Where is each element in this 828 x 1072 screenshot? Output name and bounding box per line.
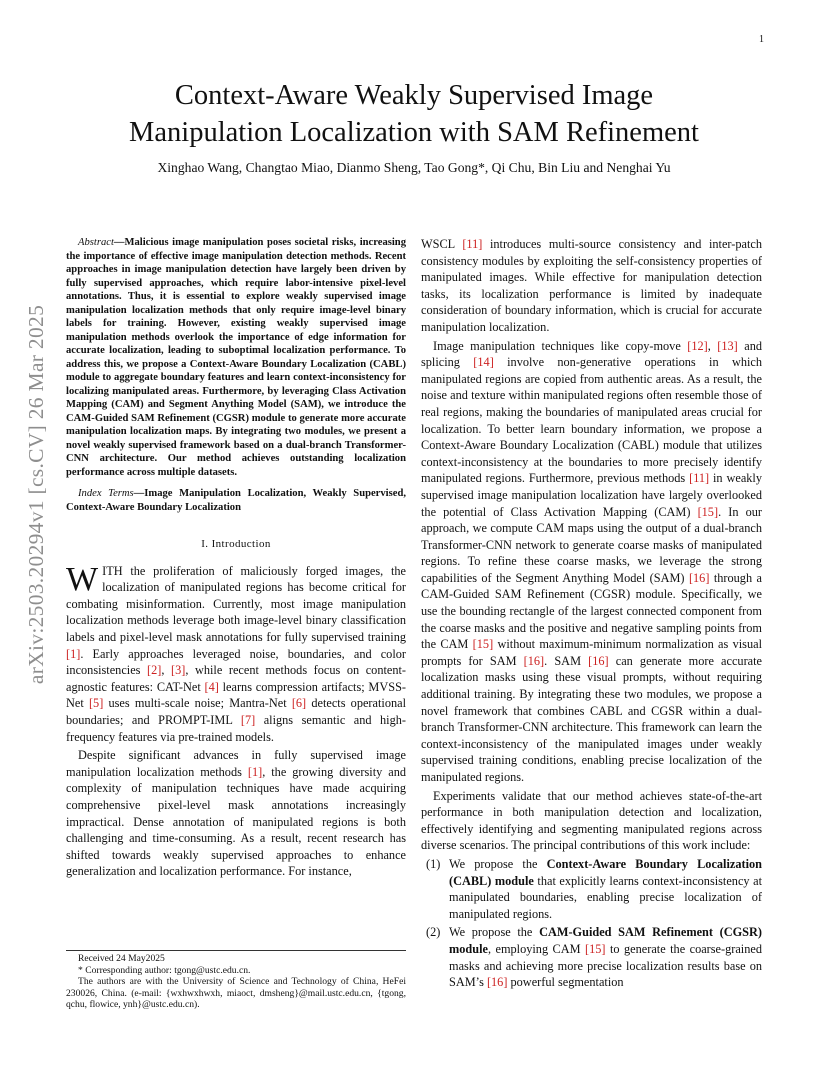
text-run: , [161, 663, 171, 678]
citation-link[interactable]: [14] [473, 355, 494, 370]
citation-link[interactable]: [15] [472, 637, 494, 652]
contribution-highlight: CAM-Guided SAM Refinement (CGSR) module [449, 925, 762, 956]
citation-link[interactable]: [11] [689, 471, 710, 486]
paper-title [0, 77, 828, 151]
contributions-list [421, 856, 762, 991]
index-terms-text: Image Manipulation Localization, Weakly Supervised, Context-Aware Boundary Localization [66, 488, 406, 513]
abstract [66, 236, 406, 479]
citation-link[interactable]: [3] [171, 663, 186, 678]
text-run: detects operational boundaries; and PROMPT-IML [66, 696, 406, 727]
text-run: . SAM [544, 653, 589, 668]
abstract-text: Malicious image manipulation poses societal risks, increasing the importance of effective image manipulation detection methods. Recent approaches in image manipulation detection have largely been driven by fully supervised approaches, which require labor-intensive pixel-level annotations. Thus, it is essential to explore weakly supervised image manipulation localization methods that only require image-level binary labels for training. However, existing weakly supervised image manipulation methods overlook the importance of edge information for accurate localization, leading to suboptimal localization performance. To address this, we propose a Context-Aware Boundary Localization (CABL) module to aggregate boundary features and learn context-inconsistency for localizing manipulated areas. Furthermore, by leveraging Class Activation Mapping (CAM) and Segment Anything Model (SAM), we introduce the CAM-Guided SAM Refinement (CGSR) module to generate more accurate manipulation localization maps. By integrating two modules, we present a novel weakly supervised framework based on a dual-branch Transformer-CNN architecture. Our method achieves outstanding localization performance across multiple datasets. [66, 237, 406, 478]
right-column [421, 236, 762, 993]
arxiv-stamp-text: arXiv:2503.20294v1 [cs.CV] 26 Mar 2025 [24, 304, 48, 684]
intro-paragraph-2 [66, 747, 406, 880]
contribution-highlight: Context-Aware Boundary Localization (CABL) module [449, 856, 762, 888]
right-paragraph-3: Experiments validate that our method achieves state-of-the-art performance in both manipulation detection and localization, effectively identifying and segmenting manipulated regions across diverse scenarios. The principal contributions of this work include: [421, 788, 762, 853]
contribution-number: (2) [426, 925, 441, 940]
author-list: Xinghao Wang, Changtao Miao, Dianmo Sheng, Tao Gong*, Qi Chu, Bin Liu and Nenghai Yu [157, 160, 671, 175]
drop-cap: W [66, 560, 99, 598]
contribution-item [421, 924, 762, 990]
text-run: in weakly supervised image manipulation localization have largely overlooked the potential of Class Activation Mapping (CAM) [421, 471, 762, 519]
section-heading-introduction: I. Introduction [201, 538, 271, 550]
text-run: , employing CAM [487, 941, 586, 956]
citation-link[interactable]: [16] [688, 570, 710, 585]
citation-link[interactable]: [2] [147, 663, 162, 678]
citation-link[interactable]: [15] [585, 941, 606, 956]
contribution-item [421, 856, 762, 922]
text-run: WSCL [421, 237, 463, 251]
footnote-corresponding-author: * Corresponding author: tgong@ustc.edu.cn. [78, 964, 251, 976]
citation-link[interactable]: [15] [697, 504, 719, 519]
index-terms-dash: — [133, 488, 145, 499]
text-run: Image manipulation techniques like copy-move [433, 338, 688, 353]
footnote-affiliation: The authors are with the University of Science and Technology of China, HeFei 230026, China. (e-mail: {wxhwxhwxh, miaoct, dmsheng}@mail.ustc.edu.cn, {tgong, qchu, flowice, ynh}@ustc.edu.cn). [66, 976, 406, 1010]
text-run: uses multi-scale noise; Mantra-Net [103, 696, 292, 711]
citation-link[interactable]: [6] [291, 696, 307, 711]
text-run: without maximum-minimum normalization as visual prompts for SAM [421, 637, 762, 668]
text-run: , while recent methods focus on content-agnostic features: CAT-Net [66, 663, 407, 694]
citation-link[interactable]: [12] [687, 338, 708, 353]
text-run: We propose the [449, 856, 547, 871]
text-run: We propose the [449, 925, 540, 940]
title-line-1: Context-Aware Weakly Supervised Image [174, 80, 654, 111]
citation-link[interactable]: [16] [588, 653, 609, 668]
abstract-dash: — [113, 237, 125, 248]
citation-link[interactable]: [7] [240, 712, 256, 727]
footnote-received: Received 24 May2025 [78, 953, 165, 964]
citation-link[interactable]: [13] [717, 338, 738, 353]
intro-paragraph-1 [66, 560, 407, 746]
text-run: aligns semantic and high-frequency features via pre-trained models. [66, 712, 406, 744]
left-column [66, 236, 406, 882]
text-run: , the growing diversity and complexity of manipulation techniques have made acquiring comprehensive pixel-level mask annotations increasingly impractical. Dense annotation of manipulated regions is both challenging and time-consuming. As a result, recent research has shifted towards weakly supervised approaches to enhance generalization and localization performance. For instance, [66, 764, 406, 879]
text-run: and splicing [421, 338, 762, 370]
right-paragraph-2 [421, 338, 762, 786]
citation-link[interactable]: [1] [66, 646, 81, 661]
text-run: . Early approaches leveraged noise, boundaries, and color inconsistencies [66, 646, 406, 678]
text-run: powerful segmentation [507, 975, 624, 990]
index-terms-label: Index Terms [78, 488, 134, 499]
text-run: learns compression artifacts; MVSS-Net [66, 679, 407, 711]
text-run: through a CAM-Guided SAM Refinement (CGSR) module. Specifically, we use the bounding rectangle of the largest connected component from the coarse masks and the positive and negative sampling points from the CAM [421, 570, 762, 652]
page-number: 1 [759, 34, 764, 45]
contribution-number: (1) [426, 856, 441, 871]
text-run: can generate more accurate localization masks using these visual prompts, without requiring additional training. By integrating these two modules, we propose a novel framework that combines CABL and CGSR within a dual-branch Transformer-CNN architecture. This framework can learn the context-inconsistency of the manipulated images under weakly supervised training conditions, enabling precise localization of the manipulated regions. [421, 653, 763, 784]
text-run: involve non-generative operations in which manipulated regions are copied from authentic areas. As a result, the noise and texture within manipulated regions often resemble those of real regions, making the boundaries of manipulated areas crucial for localization. To better learn boundary information, we propose a Context-Aware Boundary Localization (CABL) module that utilizes context-inconsistency at the boundaries to more precisely identify manipulated regions. Furthermore, previous methods [421, 355, 763, 486]
text-run: to generate the coarse-grained masks and achieving more precise localization results base on SAM’s [449, 941, 762, 990]
right-paragraph-1 [421, 236, 762, 336]
arxiv-identifier-stamp [26, 256, 47, 732]
text-run: ITH the proliferation of maliciously forged images, the localization of manipulated regions has become critical for combating misinformation. Currently, most image manipulation localization methods leverage both image-level binary classification labels and pixel-level mask annotations for fully supervised training [66, 563, 406, 644]
text-run: , [707, 338, 718, 353]
citation-link[interactable]: [5] [88, 696, 104, 711]
index-terms [66, 487, 406, 514]
citation-link[interactable]: [1] [247, 764, 263, 779]
abstract-label: Abstract [78, 237, 114, 248]
title-line-2: Manipulation Localization with SAM Refinement [129, 117, 699, 148]
footnotes [66, 950, 406, 1011]
text-run: that explicitly learns context-inconsistency at manipulated boundaries, enabling precise localization of manipulated regions. [449, 873, 762, 921]
citation-link[interactable]: [16] [523, 653, 545, 668]
text-run: introduces multi-source consistency and inter-patch consistency modules by exploiting the self-consistency properties of manipulated images. While effective for manipulation detection tasks, its localization performance is limited by inadequate consideration of boundary information, which is crucial for accurate manipulation localization. [421, 237, 762, 334]
citation-link[interactable]: [16] [486, 975, 508, 990]
text-run: Despite significant advances in fully supervised image manipulation localization methods [66, 748, 406, 779]
citation-link[interactable]: [11] [462, 237, 483, 251]
text-run: . In our approach, we compute CAM maps using the output of a dual-branch Transformer-CNN network to generate coarse masks of manipulated regions. To refine these coarse masks, we leverage the strong capabilities of the Segment Anything Model (SAM) [421, 504, 762, 585]
citation-link[interactable]: [4] [204, 679, 219, 694]
